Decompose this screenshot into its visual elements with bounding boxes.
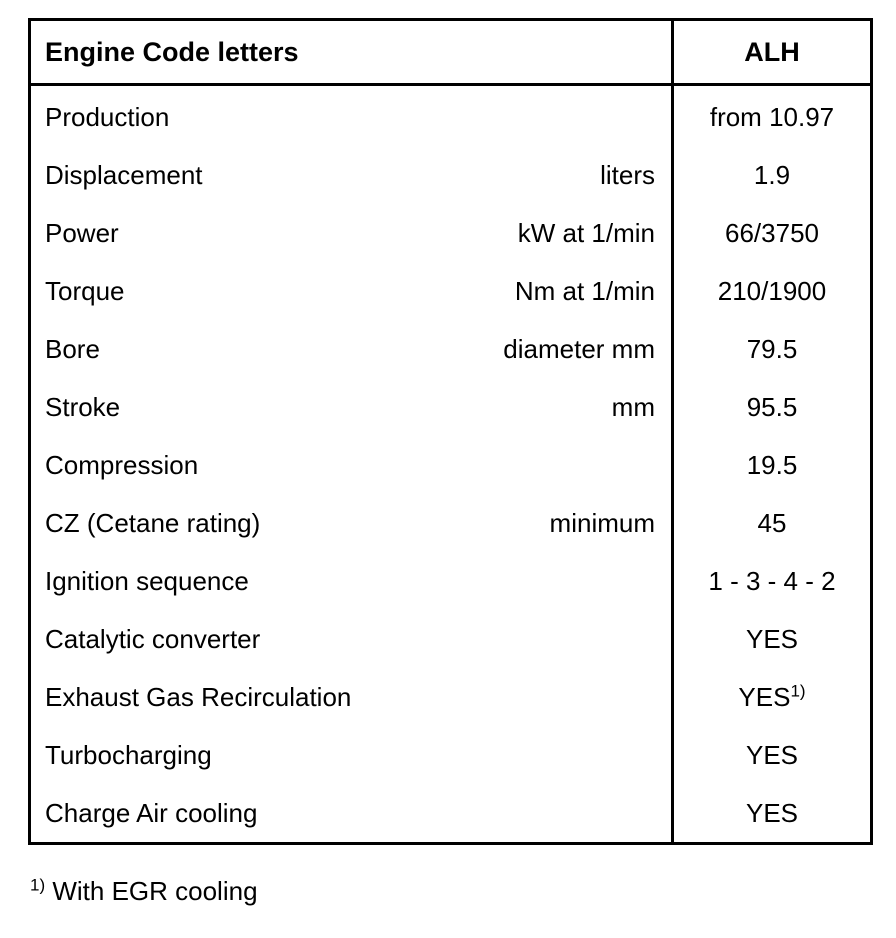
table-body <box>30 85 872 844</box>
table-row <box>30 436 872 494</box>
row-value-text: YES <box>745 797 799 828</box>
row-value-text: 95.5 <box>746 391 798 422</box>
row-label: Power <box>45 217 119 248</box>
header-engine-code-value: ALH <box>673 20 872 85</box>
row-value <box>673 726 872 784</box>
table-header-row <box>30 20 872 85</box>
row-unit: kW at 1/min <box>517 217 655 248</box>
row-label: Displacement <box>45 159 203 190</box>
row-unit <box>351 668 673 726</box>
row-value-text: 1 - 3 - 4 - 2 <box>708 565 836 596</box>
row-label: CZ (Cetane rating) <box>45 507 261 538</box>
footnote-marker: 1) <box>30 875 46 895</box>
row-unit: mm <box>611 391 655 422</box>
row-value <box>673 784 872 844</box>
row-value-text: YES <box>738 681 791 712</box>
row-unit: Nm at 1/min <box>514 275 655 306</box>
table-row <box>30 726 872 784</box>
row-value <box>673 610 872 668</box>
row-label: Compression <box>45 449 199 480</box>
row-unit: liters <box>600 159 655 190</box>
row-value <box>673 378 872 436</box>
row-value-superscript: 1) <box>790 680 806 700</box>
row-value <box>673 494 872 552</box>
table-row <box>30 262 872 320</box>
table-row <box>30 146 872 204</box>
row-label: Catalytic converter <box>45 623 261 654</box>
header-engine-code-letters: Engine Code letters <box>30 20 673 85</box>
row-label: Charge Air cooling <box>45 797 258 828</box>
row-value <box>673 436 872 494</box>
row-value-text: 210/1900 <box>717 275 827 306</box>
row-value-text: 79.5 <box>746 333 798 364</box>
row-unit: minimum <box>549 507 655 538</box>
table-row <box>30 784 872 844</box>
table-row <box>30 668 872 726</box>
row-value <box>673 204 872 262</box>
row-unit <box>351 726 673 784</box>
row-value <box>673 320 872 378</box>
table-row <box>30 552 872 610</box>
row-value-text: YES <box>745 739 799 770</box>
row-unit <box>351 436 673 494</box>
row-unit <box>351 552 673 610</box>
row-value <box>673 146 872 204</box>
row-value-text: YES <box>745 623 799 654</box>
row-value-text: from 10.97 <box>709 101 835 132</box>
row-label: Torque <box>45 275 125 306</box>
row-label: Ignition sequence <box>45 565 249 596</box>
row-value-text: 66/3750 <box>725 217 819 248</box>
table-row <box>30 494 872 552</box>
footnote-text: With EGR cooling <box>45 876 258 906</box>
row-unit <box>351 85 673 147</box>
row-value-text: 19.5 <box>746 449 798 480</box>
table-row <box>30 320 872 378</box>
table-row <box>30 378 872 436</box>
row-unit: diameter mm <box>503 333 655 364</box>
table-row <box>30 85 872 147</box>
row-label: Bore <box>45 333 100 364</box>
row-label: Production <box>45 101 170 132</box>
row-value <box>673 552 872 610</box>
row-unit <box>351 784 673 844</box>
table-row <box>30 204 872 262</box>
row-value-text: 45 <box>757 507 787 538</box>
table-row <box>30 610 872 668</box>
row-value <box>673 85 872 147</box>
row-value-text: 1.9 <box>753 159 791 190</box>
row-label: Exhaust Gas Recirculation <box>45 681 352 712</box>
footnote <box>30 876 258 907</box>
row-label: Turbocharging <box>45 739 212 770</box>
row-value <box>673 262 872 320</box>
row-value <box>673 668 872 726</box>
engine-specification-table <box>28 18 873 845</box>
row-label: Stroke <box>45 391 121 422</box>
row-unit <box>351 610 673 668</box>
